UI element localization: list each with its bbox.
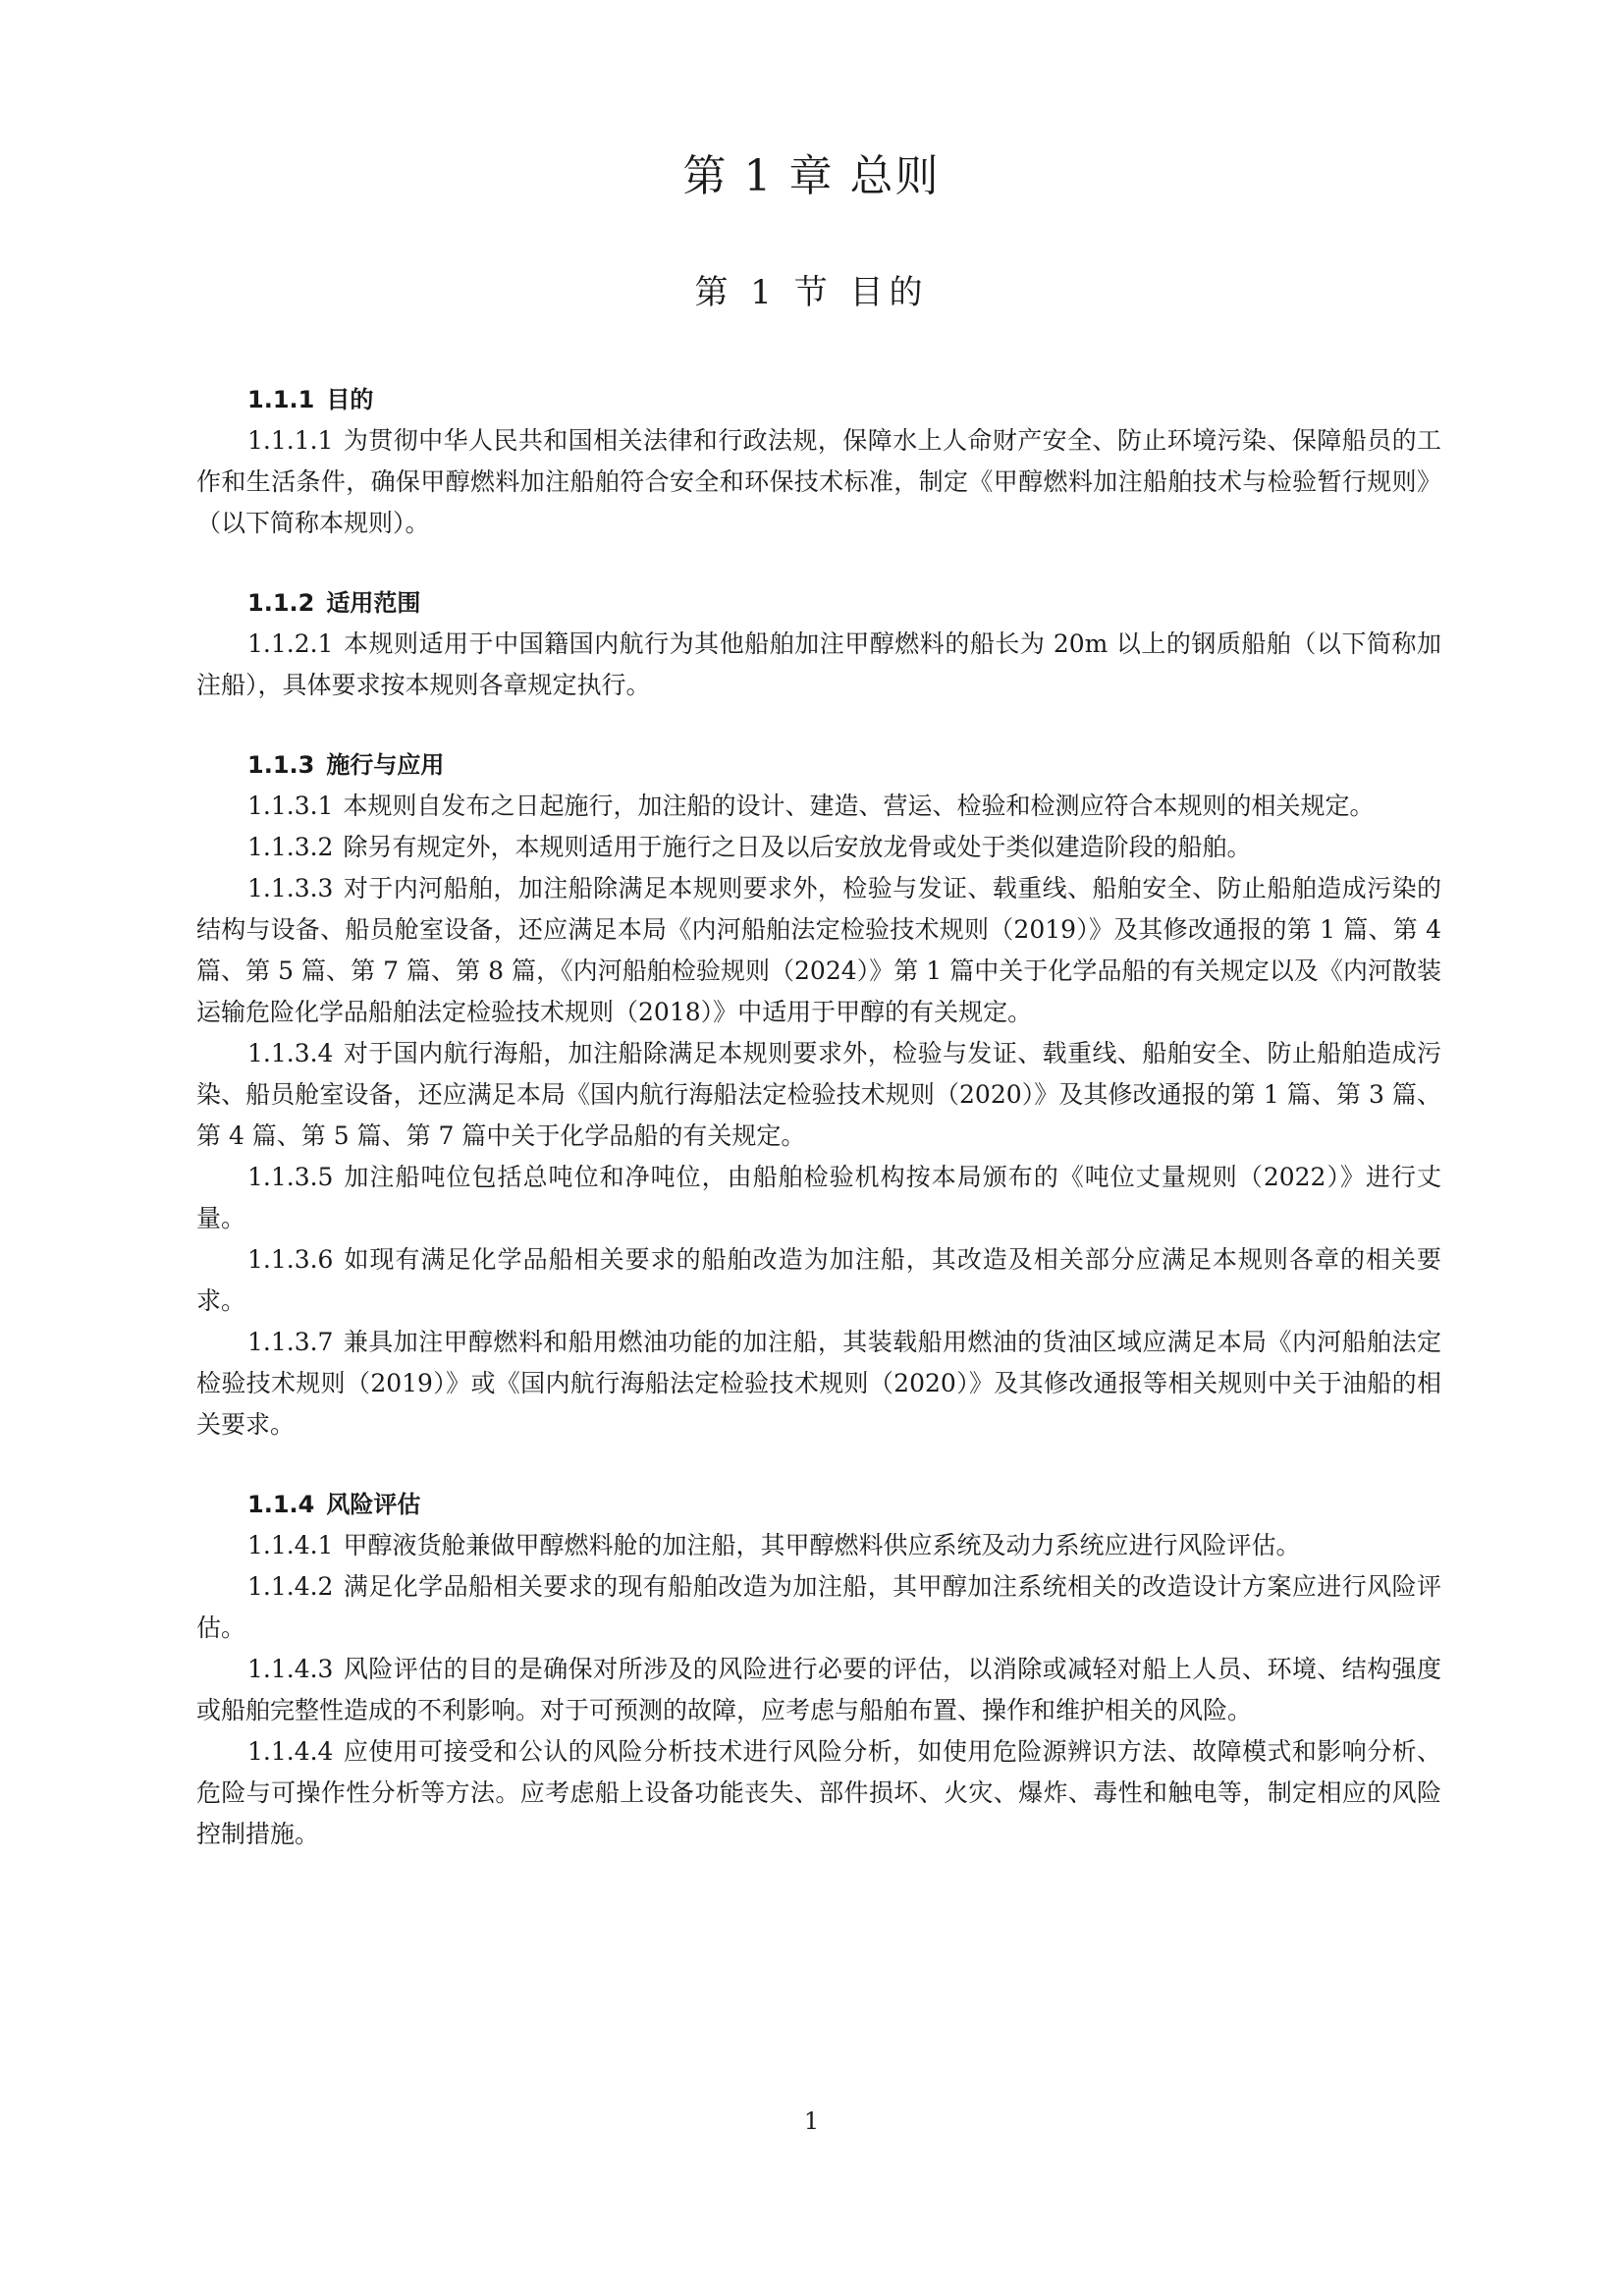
body-content <box>196 379 1441 1893</box>
clause-number: 1.1.3.1 <box>247 792 334 820</box>
clause-text: 风险评估的目的是确保对所涉及的风险进行必要的评估，以消除或减轻对船上人员、环境、结构强度或船舶完整性造成的不利影响。对于可预测的故障，应考虑与船舶布置、操作和维护相关的风险。 <box>196 1655 1441 1724</box>
clause-paragraph <box>196 1239 1441 1322</box>
subsection-scope <box>196 582 1441 706</box>
clause-paragraph <box>196 1525 1441 1566</box>
clause-paragraph <box>196 1033 1441 1157</box>
clause-text: 除另有规定外，本规则适用于施行之日及以后安放龙骨或处于类似建造阶段的船舶。 <box>343 833 1252 861</box>
subsection-risk-assessment <box>196 1484 1441 1855</box>
clause-text: 兼具加注甲醇燃料和船用燃油功能的加注船，其装载船用燃油的货油区域应满足本局《内河船舶法定检验技术规则（2019）》或《国内航行海船法定检验技术规则（2020）》及其修改通报等相关规则中关于油船的相关要求。 <box>196 1328 1441 1439</box>
page-number: 1 <box>803 2107 820 2135</box>
subsection-title: 适用范围 <box>326 589 421 617</box>
clause-paragraph <box>196 786 1441 827</box>
clause-paragraph <box>196 868 1441 1033</box>
clause-text: 加注船吨位包括总吨位和净吨位，由船舶检验机构按本局颁布的《吨位丈量规则（2022）》进行丈量。 <box>196 1163 1441 1232</box>
subsection-number: 1.1.2 <box>247 589 315 617</box>
subsection-implementation <box>196 744 1441 1446</box>
clause-paragraph <box>196 420 1441 544</box>
subsection-heading <box>196 744 1441 786</box>
clause-number: 1.1.1.1 <box>247 426 334 455</box>
clause-number: 1.1.3.3 <box>247 874 334 902</box>
clause-text: 对于内河船舶，加注船除满足本规则要求外，检验与发证、载重线、船舶安全、防止船舶造成污染的结构与设备、船员舱室设备，还应满足本局《内河船舶法定检验技术规则（2019）》及其修改通报的第 1 篇、第 4 篇、第 5 篇、第 7 篇、第 8 篇，《内河船舶检验规则（2024）》第 1 篇中关于化学品船的有关规定以及《内河散装运输危险化学品船舶法定检验技术规则（2018）》中适用于甲醇的有关规定。 <box>196 874 1441 1026</box>
clause-paragraph <box>196 1157 1441 1239</box>
clause-text: 应使用可接受和公认的风险分析技术进行风险分析，如使用危险源辨识方法、故障模式和影响分析、危险与可操作性分析等方法。应考虑船上设备功能丧失、部件损坏、火灾、爆炸、毒性和触电等，制定相应的风险控制措施。 <box>196 1737 1441 1848</box>
section-title: 第 1 节 目的 <box>694 273 929 312</box>
clause-number: 1.1.3.7 <box>247 1328 334 1356</box>
clause-paragraph <box>196 1566 1441 1649</box>
clause-paragraph <box>196 827 1441 868</box>
clause-text: 本规则自发布之日起施行，加注船的设计、建造、营运、检验和检测应符合本规则的相关规定。 <box>343 792 1375 820</box>
clause-text: 本规则适用于中国籍国内航行为其他船舶加注甲醇燃料的船长为 20m 以上的钢质船舶（以下简称加注船），具体要求按本规则各章规定执行。 <box>196 629 1441 699</box>
clause-text: 为贯彻中华人民共和国相关法律和行政法规，保障水上人命财产安全、防止环境污染、保障船员的工作和生活条件，确保甲醇燃料加注船舶符合安全和环保技术标准，制定《甲醇燃料加注船舶技术与检验暂行规则》（以下简称本规则）。 <box>196 426 1441 537</box>
clause-number: 1.1.3.6 <box>247 1245 334 1274</box>
clause-number: 1.1.4.2 <box>247 1572 334 1601</box>
clause-paragraph <box>196 1649 1441 1731</box>
clause-text: 对于国内航行海船，加注船除满足本规则要求外，检验与发证、载重线、船舶安全、防止船舶造成污染、船员舱室设备，还应满足本局《国内航行海船法定检验技术规则（2020）》及其修改通报的第 1 篇、第 3 篇、第 4 篇、第 5 篇、第 7 篇中关于化学品船的有关规定。 <box>196 1039 1441 1150</box>
clause-number: 1.1.4.3 <box>247 1655 334 1683</box>
clause-number: 1.1.3.4 <box>247 1039 334 1067</box>
subsection-purpose <box>196 379 1441 544</box>
clause-text: 甲醇液货舱兼做甲醇燃料舱的加注船，其甲醇燃料供应系统及动力系统应进行风险评估。 <box>343 1531 1301 1559</box>
subsection-heading <box>196 1484 1441 1525</box>
subsection-number: 1.1.3 <box>247 751 315 779</box>
subsection-title: 施行与应用 <box>326 751 445 779</box>
subsection-title: 目的 <box>326 386 374 413</box>
clause-number: 1.1.4.1 <box>247 1531 334 1559</box>
clause-number: 1.1.3.5 <box>247 1163 334 1191</box>
clause-number: 1.1.2.1 <box>247 629 334 658</box>
clause-paragraph <box>196 624 1441 706</box>
chapter-title: 第 1 章 总则 <box>682 151 941 201</box>
subsection-number: 1.1.4 <box>247 1491 315 1518</box>
subsection-heading <box>196 379 1441 420</box>
clause-paragraph <box>196 1731 1441 1855</box>
clause-paragraph <box>196 1322 1441 1446</box>
clause-number: 1.1.3.2 <box>247 833 334 861</box>
clause-number: 1.1.4.4 <box>247 1737 334 1766</box>
subsection-number: 1.1.1 <box>247 386 315 413</box>
clause-text: 如现有满足化学品船相关要求的船舶改造为加注船，其改造及相关部分应满足本规则各章的相关要求。 <box>196 1245 1441 1315</box>
subsection-heading <box>196 582 1441 624</box>
clause-text: 满足化学品船相关要求的现有船舶改造为加注船，其甲醇加注系统相关的改造设计方案应进行风险评估。 <box>196 1572 1441 1642</box>
subsection-title: 风险评估 <box>326 1491 421 1518</box>
